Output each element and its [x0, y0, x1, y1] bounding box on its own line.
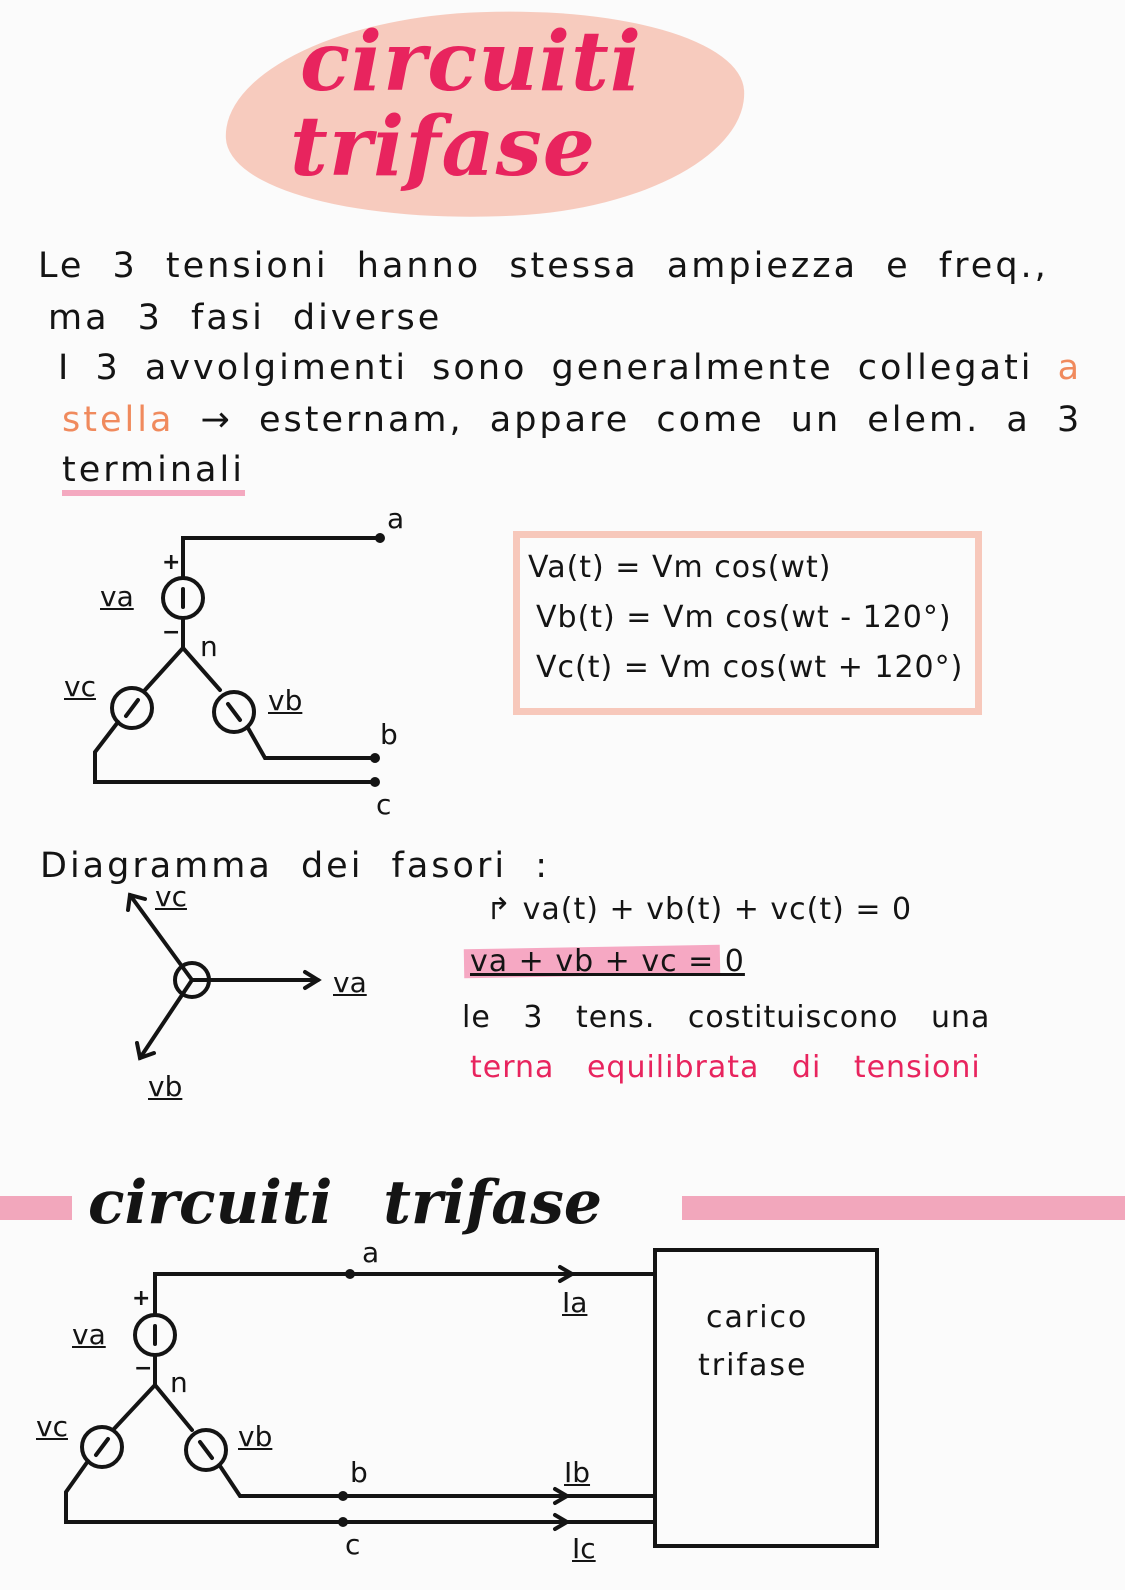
phasor-vb-label: vb [148, 1070, 183, 1103]
formula-va: Va(t) = Vm cos(wt) [528, 550, 832, 585]
sec2-node-a-label: a [362, 1236, 380, 1269]
sec2-node-c-label: c [345, 1528, 361, 1561]
sec2-node-n-label: n [170, 1366, 188, 1399]
va-minus-sign: − [162, 620, 181, 645]
title-line-1: circuiti [300, 14, 643, 110]
node-n-label: n [200, 630, 218, 663]
title-line-2: trifase [290, 99, 596, 195]
section-title: circuiti trifase [88, 1168, 603, 1238]
load-label-2: trifase [698, 1348, 808, 1383]
sec2-vc-label: vc [36, 1410, 68, 1443]
intro-line-5: terminali [62, 450, 245, 496]
phasor-vc-label: vc [155, 880, 187, 913]
intro-line-2: ma 3 fasi diverse [48, 298, 443, 338]
load-label-1: carico [706, 1300, 809, 1335]
phasor-note-2: terna equilibrata di tensioni [470, 1050, 981, 1085]
vc-label: vc [64, 670, 96, 703]
phasor-sum-time: ↱ va(t) + vb(t) + vc(t) = 0 [486, 892, 913, 927]
node-b-label: b [380, 718, 398, 751]
node-a-label: a [387, 502, 405, 535]
intro-line-4-highlight: stella [62, 400, 175, 440]
va-label: va [100, 580, 134, 613]
phasor-sum: va + vb + vc = 0 [470, 944, 745, 979]
intro-line-3-highlight: a [1057, 348, 1083, 388]
formula-vc: Vc(t) = Vm cos(wt + 120°) [536, 650, 964, 685]
phasor-heading: Diagramma dei fasori : [40, 846, 550, 886]
sec2-va-label: va [72, 1318, 106, 1351]
node-c-label: c [376, 788, 392, 821]
intro-line-3-text: I 3 avvolgimenti sono generalmente collegati [58, 348, 1034, 388]
current-ia-label: Ia [562, 1286, 588, 1319]
sec2-va-minus-sign: − [134, 1356, 153, 1381]
sec2-va-plus-sign: + [132, 1286, 151, 1311]
vb-label: vb [268, 684, 303, 717]
formula-vb: Vb(t) = Vm cos(wt - 120°) [536, 600, 952, 635]
current-ic-label: Ic [572, 1532, 596, 1565]
sec2-node-b-label: b [350, 1456, 368, 1489]
current-ib-label: Ib [564, 1456, 591, 1489]
phasor-note-1: le 3 tens. costituiscono una [462, 1000, 991, 1035]
va-plus-sign: + [162, 550, 181, 575]
sec2-vb-label: vb [238, 1420, 273, 1453]
intro-line-4-text: → esternam, appare come un elem. a 3 [200, 400, 1083, 440]
intro-line-1: Le 3 tensioni hanno stessa ampiezza e freq., [38, 246, 1049, 286]
phasor-va-label: va [333, 966, 367, 999]
